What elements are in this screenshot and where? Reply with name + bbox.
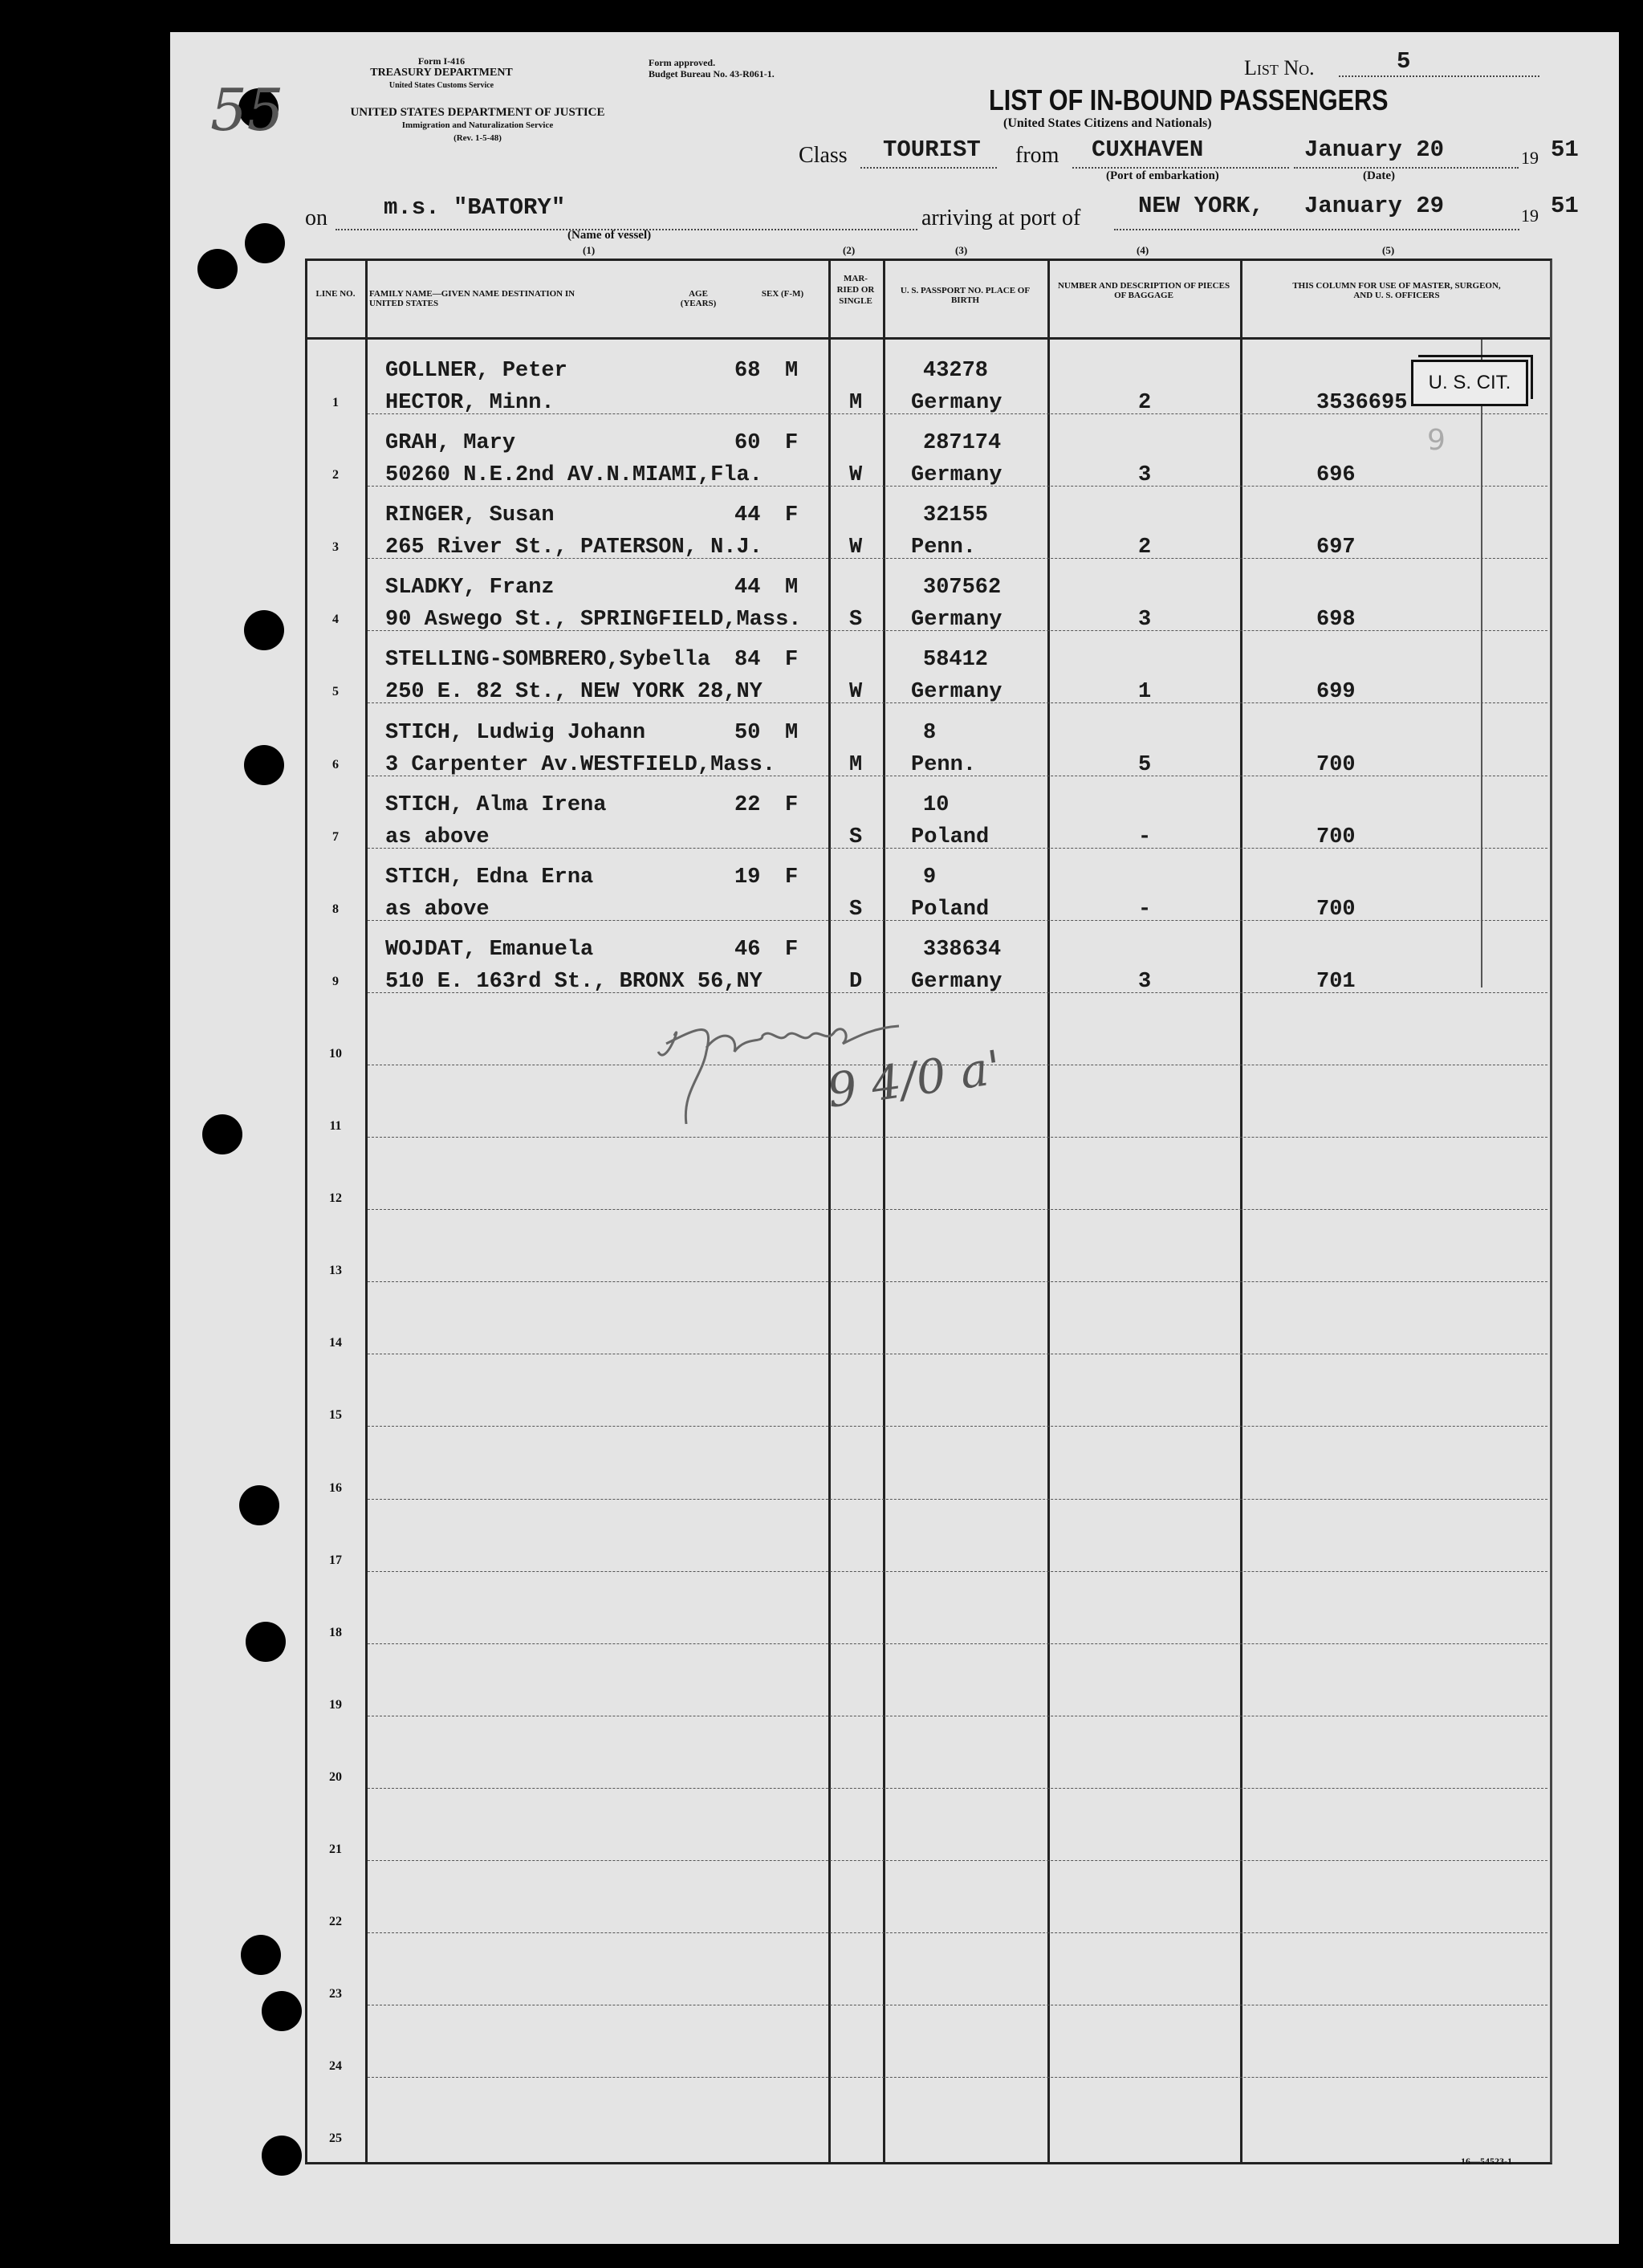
passenger-birthplace: Germany: [911, 608, 1002, 633]
line-number: 25: [329, 2132, 342, 2146]
passenger-destination: 510 E. 163rd St., BRONX 56,NY: [385, 969, 763, 994]
row-divider: [368, 1788, 1547, 1789]
passenger-age: 68: [734, 359, 761, 383]
passenger-birthplace: Germany: [911, 969, 1002, 994]
col-number-5: (5): [1382, 244, 1395, 256]
passenger-name: SLADKY, Franz: [385, 576, 555, 601]
passenger-name: STICH, Ludwig Johann: [385, 720, 646, 745]
passenger-age: 22: [734, 792, 761, 817]
passenger-officer-no: 700: [1316, 825, 1356, 849]
passenger-marital-status: W: [849, 680, 863, 705]
line-number: 18: [329, 1625, 342, 1639]
passenger-marital-status: M: [849, 752, 863, 777]
header-name: FAMILY NAME—GIVEN NAME DESTINATION IN UNITED STATES: [369, 289, 575, 308]
us-citizen-stamp: U. S. CIT.: [1411, 360, 1528, 406]
arriving-label: arriving at port of: [921, 206, 1081, 230]
stamp-mark: 9: [1427, 424, 1446, 457]
passenger-baggage: 3: [1138, 608, 1152, 633]
line-number: 10: [329, 1046, 342, 1061]
passenger-birthplace: Germany: [911, 391, 1002, 415]
line-number: 7: [332, 829, 339, 844]
col-divider: [365, 259, 368, 2162]
line-number: 19: [329, 1697, 342, 1712]
line-number: 5: [332, 685, 339, 699]
line-number: 2: [332, 468, 339, 483]
class-value: TOURIST: [883, 136, 981, 163]
passenger-name: STELLING-SOMBRERO,Sybella: [385, 648, 711, 673]
passenger-officer-no: 696: [1316, 463, 1356, 488]
col-divider: [828, 259, 831, 2162]
passenger-officer-no: 700: [1316, 897, 1356, 922]
passenger-name: GOLLNER, Peter: [385, 359, 567, 383]
passenger-name: RINGER, Susan: [385, 503, 555, 528]
passenger-baggage: -: [1138, 825, 1152, 849]
margin-note: 55: [210, 76, 284, 144]
passenger-age: 19: [734, 865, 761, 890]
col-divider: [1240, 259, 1242, 2162]
passenger-sex: F: [785, 792, 799, 817]
row-divider: [368, 1643, 1547, 1644]
passenger-officer-no: 701: [1316, 969, 1356, 994]
port-embark-label: (Port of embarkation): [1106, 169, 1219, 182]
header-age: AGE (YEARS): [680, 289, 717, 308]
passenger-passport: 58412: [923, 648, 989, 673]
passenger-destination: 90 Aswego St., SPRINGFIELD,Mass.: [385, 608, 802, 633]
line-number: 1: [332, 396, 339, 409]
col-number-4: (4): [1137, 244, 1149, 256]
line-number: 4: [332, 613, 339, 627]
arrival-year: 51: [1551, 193, 1579, 219]
line-number: 15: [329, 1408, 342, 1423]
passenger-baggage: 3: [1138, 969, 1152, 994]
line-number: 21: [329, 1842, 342, 1856]
budget-bureau: Budget Bureau No. 43-R061-1.: [649, 68, 775, 79]
dep-date-line: [1294, 167, 1519, 169]
passenger-destination: 50260 N.E.2nd AV.N.MIAMI,Fla.: [385, 463, 763, 488]
vessel-label: (Name of vessel): [567, 229, 652, 242]
form-subtitle: (United States Citizens and Nationals): [1003, 116, 1212, 130]
list-no-value: 5: [1397, 48, 1411, 75]
passenger-passport: 9: [923, 865, 937, 890]
passenger-marital-status: S: [849, 897, 863, 922]
passenger-sex: F: [785, 937, 799, 962]
passenger-birthplace: Poland: [911, 897, 990, 922]
form-number: Form I-416: [417, 55, 466, 67]
from-value: CUXHAVEN: [1092, 136, 1204, 163]
col-divider: [1047, 259, 1050, 2162]
passenger-name: STICH, Alma Irena: [385, 792, 607, 817]
row-divider: [368, 1932, 1547, 1933]
passenger-officer-no: 698: [1316, 608, 1356, 633]
punch-hole: [241, 1935, 281, 1975]
passenger-passport: 32155: [923, 503, 989, 528]
passenger-sex: F: [785, 648, 799, 673]
passenger-officer-no: 697: [1316, 535, 1356, 560]
passenger-sex: M: [785, 720, 799, 745]
passenger-destination: HECTOR, Minn.: [385, 391, 555, 415]
row-divider: [368, 1281, 1547, 1282]
passenger-birthplace: Penn.: [911, 535, 977, 560]
passenger-passport: 307562: [923, 576, 1002, 601]
passenger-passport: 10: [923, 792, 950, 817]
passenger-passport: 338634: [923, 937, 1002, 962]
passenger-passport: 287174: [923, 431, 1002, 456]
passenger-age: 60: [734, 431, 761, 456]
header-baggage: NUMBER AND DESCRIPTION OF PIECES OF BAGGAGE: [1057, 281, 1230, 300]
passenger-officer-no: 700: [1316, 752, 1356, 777]
arrival-date: January 29: [1304, 193, 1445, 219]
col-divider: [1481, 337, 1482, 987]
list-no-label: List No.: [1244, 56, 1315, 79]
passenger-officer-no: 699: [1316, 680, 1356, 705]
passenger-sex: M: [785, 576, 799, 601]
col-number-2: (2): [843, 244, 856, 256]
punch-hole: [239, 1485, 279, 1525]
punch-hole: [202, 1114, 242, 1154]
passenger-marital-status: D: [849, 969, 863, 994]
passenger-baggage: -: [1138, 897, 1152, 922]
passenger-age: 46: [734, 937, 761, 962]
doj-label: UNITED STATES DEPARTMENT OF JUSTICE: [350, 106, 605, 119]
punch-hole: [246, 1622, 286, 1662]
passenger-marital-status: S: [849, 608, 863, 633]
form-approved: Form approved.: [649, 57, 716, 68]
from-line: [1072, 167, 1289, 169]
line-number: 22: [329, 1915, 342, 1929]
revision: (Rev. 1-5-48): [453, 133, 502, 143]
row-divider: [368, 1137, 1547, 1138]
row-divider: [368, 1860, 1547, 1861]
from-label: from: [1015, 143, 1059, 168]
passenger-destination: 3 Carpenter Av.WESTFIELD,Mass.: [385, 752, 776, 777]
punch-hole: [245, 223, 285, 263]
passenger-name: GRAH, Mary: [385, 431, 516, 456]
passenger-marital-status: S: [849, 825, 863, 849]
arrival-port-line: [1114, 229, 1519, 230]
passenger-baggage: 5: [1138, 752, 1152, 777]
class-line: [860, 167, 997, 169]
line-number: 9: [332, 974, 339, 988]
passenger-age: 84: [734, 648, 761, 673]
list-no-line: [1339, 75, 1539, 77]
passenger-baggage: 2: [1138, 391, 1152, 415]
passenger-sex: F: [785, 865, 799, 890]
line-number: 16: [329, 1480, 342, 1495]
line-number: 12: [329, 1191, 342, 1206]
punch-hole: [244, 610, 284, 650]
passenger-sex: F: [785, 431, 799, 456]
line-number: 20: [329, 1769, 342, 1784]
year-prefix-2: 19: [1521, 206, 1539, 226]
footer-code: 16—54523-1: [1461, 2156, 1512, 2167]
arrival-port: NEW YORK,: [1138, 193, 1264, 219]
passenger-marital-status: M: [849, 391, 863, 415]
handwritten-note: 9 4/0 a': [824, 1040, 1005, 1118]
passenger-birthplace: Poland: [911, 825, 990, 849]
header-sex: SEX (F-M): [761, 289, 804, 299]
passenger-name: STICH, Edna Erna: [385, 865, 594, 890]
passenger-age: 44: [734, 576, 761, 601]
punch-hole: [262, 1991, 302, 2031]
departure-date: January 20: [1304, 136, 1445, 163]
row-divider: [368, 1499, 1547, 1500]
line-number: 14: [329, 1336, 342, 1350]
class-label: Class: [799, 143, 848, 168]
passenger-passport: 8: [923, 720, 937, 745]
line-number: 3: [332, 540, 339, 555]
customs-service: United States Customs Service: [388, 81, 494, 90]
col-divider: [883, 259, 885, 2162]
col-number-1: (1): [583, 244, 596, 256]
on-label: on: [305, 206, 327, 230]
passenger-marital-status: W: [849, 463, 863, 488]
passenger-destination: 250 E. 82 St., NEW YORK 28,NY: [385, 680, 763, 705]
punch-hole: [244, 745, 284, 785]
punch-hole: [262, 2136, 302, 2176]
header-line-no: LINE NO.: [315, 289, 356, 299]
date-label: (Date): [1363, 169, 1395, 182]
header-rule: [305, 337, 1550, 340]
passenger-birthplace: Penn.: [911, 752, 977, 777]
passenger-officer-no: 3536695: [1316, 391, 1408, 415]
passenger-sex: M: [785, 359, 799, 383]
row-divider: [368, 2077, 1547, 2078]
passenger-destination: as above: [385, 825, 490, 849]
row-divider: [368, 1571, 1547, 1572]
passenger-sex: F: [785, 503, 799, 528]
line-number: 11: [329, 1119, 342, 1133]
header-officers: THIS COLUMN FOR USE OF MASTER, SURGEON, AND U. S. OFFICERS: [1292, 281, 1501, 300]
passenger-baggage: 1: [1138, 680, 1152, 705]
passenger-age: 50: [734, 720, 761, 745]
passenger-destination: as above: [385, 897, 490, 922]
passenger-baggage: 2: [1138, 535, 1152, 560]
departure-year: 51: [1551, 136, 1579, 163]
line-number: 24: [329, 2059, 342, 2074]
ins-label: Immigration and Naturalization Service: [401, 120, 554, 130]
year-prefix: 19: [1521, 148, 1539, 168]
punch-hole: [197, 249, 238, 289]
passenger-baggage: 3: [1138, 463, 1152, 488]
passenger-birthplace: Germany: [911, 680, 1002, 705]
treasury-dept: TREASURY DEPARTMENT: [370, 67, 513, 79]
line-number: 6: [332, 757, 339, 772]
line-number: 13: [329, 1264, 342, 1278]
vessel-name: m.s. "BATORY": [384, 194, 566, 221]
passenger-destination: 265 River St., PATERSON, N.J.: [385, 535, 763, 560]
passenger-marital-status: W: [849, 535, 863, 560]
line-number: 23: [329, 1987, 342, 2001]
col-number-3: (3): [955, 244, 968, 256]
line-number: 17: [329, 1553, 342, 1567]
line-number: 8: [332, 902, 339, 916]
header-passport: U. S. PASSPORT NO. PLACE OF BIRTH: [900, 286, 1031, 305]
form-title: LIST OF IN-BOUND PASSENGERS: [989, 83, 1389, 116]
row-divider: [368, 1426, 1547, 1427]
passenger-age: 44: [734, 503, 761, 528]
header-married: MAR-RIED OR SINGLE: [836, 274, 875, 306]
passenger-passport: 43278: [923, 359, 989, 383]
row-divider: [368, 1209, 1547, 1210]
passenger-birthplace: Germany: [911, 463, 1002, 488]
passenger-name: WOJDAT, Emanuela: [385, 937, 594, 962]
